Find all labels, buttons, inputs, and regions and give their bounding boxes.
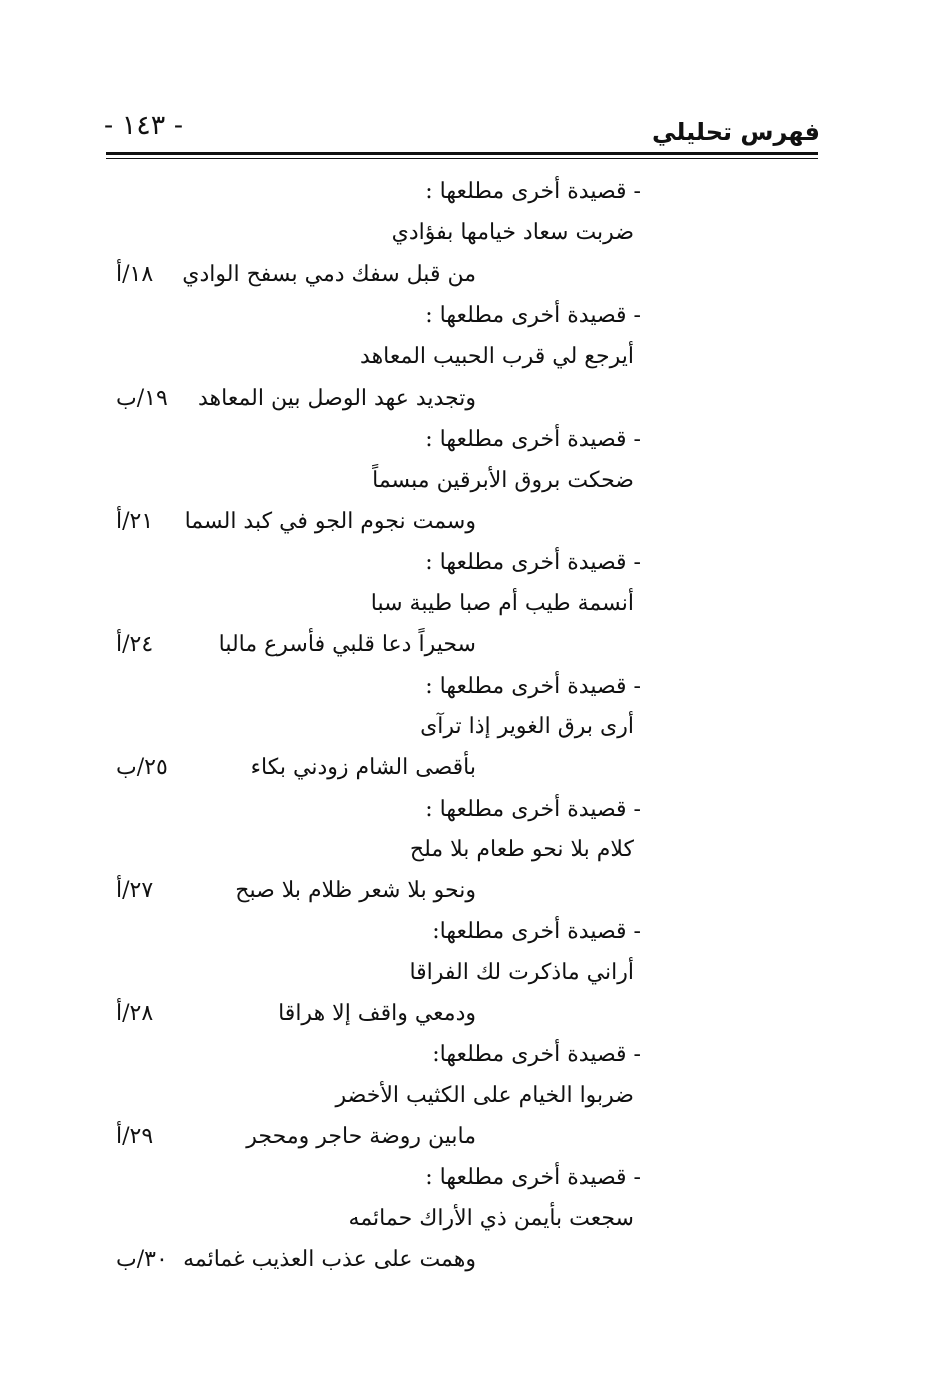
entry-verse-second: وتجديد عهد الوصل بين المعاهد: [198, 386, 476, 411]
entry-folio-ref: ٢٩/أ: [116, 1124, 154, 1149]
entry-verse-first: ضحكت بروق الأبرقين مبسماً: [372, 468, 634, 493]
entry-heading: - قصيدة أخرى مطلعها:: [432, 919, 641, 944]
entry-heading: - قصيدة أخرى مطلعها:: [432, 1042, 641, 1067]
entry-folio-ref: ١٩/ب: [116, 386, 168, 411]
entry-heading: - قصيدة أخرى مطلعها :: [425, 179, 641, 204]
entry-verse-first: ضربوا الخيام على الكثيب الأخضر: [335, 1083, 634, 1108]
entry-folio-ref: ٢٥/ب: [116, 755, 168, 780]
entry-folio-ref: ٢٧/أ: [116, 878, 154, 903]
page-number: - ١٤٣ -: [104, 110, 183, 141]
entry-heading: - قصيدة أخرى مطلعها :: [425, 674, 641, 699]
entry-verse-first: سجعت بأيمن ذي الأراك حمائمه: [348, 1206, 634, 1231]
entry-verse-second-row: [116, 999, 476, 1029]
entry-verse-second-row: [116, 1122, 476, 1152]
entry-verse-second-row: [116, 1245, 476, 1275]
entry-verse-second: ودمعي واقف إلا هراقا: [278, 1001, 476, 1026]
entry-heading: - قصيدة أخرى مطلعها :: [425, 303, 641, 328]
entry-verse-second: وهمت على عذب العذيب غمائمه: [183, 1247, 476, 1272]
entry-verse-second: بأقصى الشام زودني بكاء: [250, 755, 476, 780]
running-header-title: فهرس تحليلي: [652, 118, 820, 146]
entry-verse-second-row: [116, 630, 476, 660]
entry-verse-second-row: [116, 260, 476, 290]
entry-folio-ref: ٣٠/ب: [116, 1247, 168, 1272]
entry-folio-ref: ١٨/أ: [116, 262, 154, 287]
entry-verse-second-row: [116, 753, 476, 783]
entry-heading: - قصيدة أخرى مطلعها :: [425, 427, 641, 452]
entry-verse-second: من قبل سفك دمي بسفح الوادي: [182, 262, 476, 287]
entry-folio-ref: ٢٨/أ: [116, 1001, 154, 1026]
entry-verse-second-row: [116, 876, 476, 906]
entry-verse-second: سحيراً دعا قلبي فأسرع مالبا: [218, 632, 476, 657]
entry-verse-first: أرى برق الغوير إذا ترآى: [420, 714, 634, 739]
entry-verse-second: ونحو بلا شعر ظلام بلا صبح: [235, 878, 476, 903]
entry-heading: - قصيدة أخرى مطلعها :: [425, 797, 641, 822]
entry-heading: - قصيدة أخرى مطلعها :: [425, 550, 641, 575]
entry-verse-second-row: [116, 507, 476, 537]
entry-verse-second: مابين روضة حاجر ومحجر: [246, 1124, 476, 1149]
entry-folio-ref: ٢٤/أ: [116, 632, 154, 657]
entry-verse-first: ضربت سعاد خيامها بفؤادي: [391, 220, 634, 245]
entry-folio-ref: ٢١/أ: [116, 509, 154, 534]
entry-heading: - قصيدة أخرى مطلعها :: [425, 1165, 641, 1190]
entry-verse-first: أيرجع لي قرب الحبيب المعاهد: [360, 344, 634, 369]
entry-verse-second: وسمت نجوم الجو في كبد السما: [184, 509, 476, 534]
entry-verse-first: أراني ماذكرت لك الفراقا: [409, 960, 634, 985]
entry-verse-first: أنسمة طيب أم صبا طيبة سبا: [370, 591, 634, 616]
entry-verse-first: كلام بلا نحو طعام بلا ملح: [409, 837, 634, 862]
entry-verse-second-row: [116, 384, 476, 414]
